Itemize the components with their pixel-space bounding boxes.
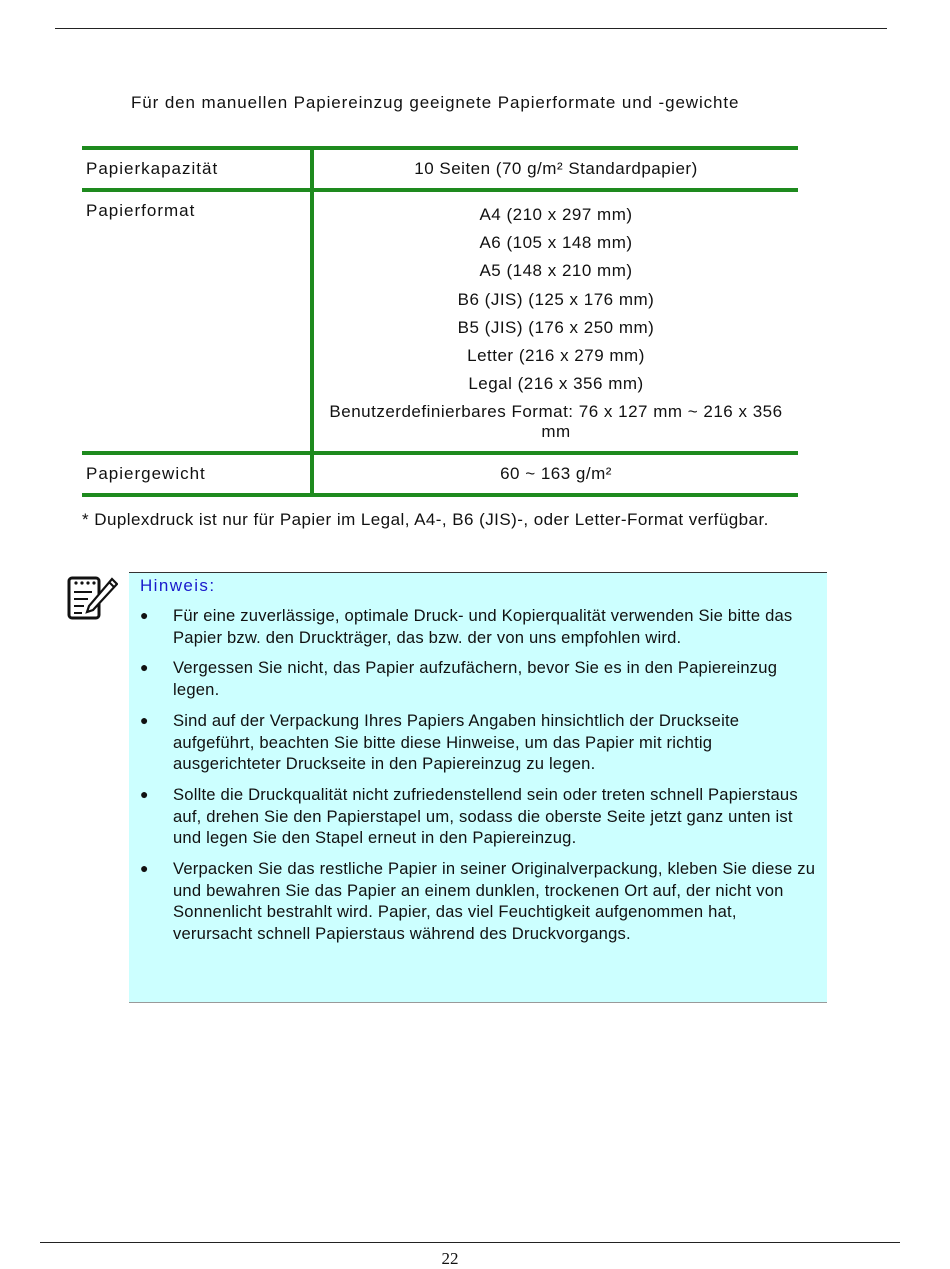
list-item — [129, 784, 827, 849]
page-number: 22 — [441, 1249, 459, 1268]
duplex-footnote: * Duplexdruck ist nur für Papier im Legal, A4-, B6 (JIS)-, oder Letter-Format verfügbar. — [82, 510, 769, 529]
format-item: A4 (210 x 297 mm) — [479, 205, 633, 224]
paper-spec-table — [82, 146, 798, 497]
capacity-label: Papierkapazität — [82, 148, 312, 190]
list-item — [129, 710, 827, 775]
list-item — [129, 657, 827, 700]
note-text: Sollte die Druckqualität nicht zufriedenstellend sein oder treten schnell Papierstaus auf, drehen Sie den Papierstapel um, sodass die oberste Seite jetzt ganz unten ist und legen Sie den Stapel erneut in den Papiereinzug. — [173, 784, 798, 848]
bullet-icon: ● — [140, 785, 149, 802]
list-item — [129, 858, 827, 945]
table-row — [82, 453, 798, 495]
bullet-icon: ● — [140, 860, 149, 877]
note-text: Sind auf der Verpackung Ihres Papiers Angaben hinsichtlich der Druckseite aufgeführt, beachten Sie bitte diese Hinweise, um das Papier mit richtig ausgerichteter Druckseite in den Papiereinzug zu legen. — [173, 710, 740, 774]
weight-value: 60 ~ 163 g/m² — [500, 464, 612, 484]
format-item: A5 (148 x 210 mm) — [479, 261, 633, 281]
format-item: Letter (216 x 279 mm) — [467, 346, 645, 366]
header-rule — [55, 28, 887, 29]
capacity-value: 10 Seiten (70 g/m² Standardpapier) — [414, 159, 698, 178]
bullet-icon: ● — [140, 607, 149, 623]
table-row — [82, 148, 798, 190]
list-item — [129, 605, 827, 648]
format-label: Papierformat — [82, 190, 312, 453]
table-row — [82, 190, 798, 453]
format-item: B5 (JIS) (176 x 250 mm) — [457, 317, 655, 337]
format-list — [312, 190, 798, 453]
note-box — [129, 572, 827, 1003]
format-item: A6 (105 x 148 mm) — [479, 233, 633, 253]
note-text: Für eine zuverlässige, optimale Druck- und Kopierqualität verwenden Sie bitte das Papier bzw. den Druckträger, das bzw. der von uns empfohlen wird. — [173, 606, 793, 647]
bullet-icon: ● — [140, 659, 149, 676]
footer-rule — [40, 1242, 900, 1243]
section-heading: Für den manuellen Papiereinzug geeignete Papierformate und -gewichte — [131, 93, 740, 112]
format-item: Benutzerdefinierbares Format: 76 x 127 mm ~ 216 x 356 mm — [329, 402, 783, 442]
note-list — [129, 605, 827, 954]
note-text: Verpacken Sie das restliche Papier in seiner Originalverpackung, kleben Sie diese zu und bewahren Sie das Papier an einem dunklen, trockenen Ort auf, der nicht von Sonnenlicht bestrahlt wird. Papier, das viel Feuchtigkeit aufgenommen hat, verursacht schnell Papierstaus während des Druckvorgangs. — [173, 859, 816, 944]
format-item: Legal (216 x 356 mm) — [468, 374, 644, 394]
weight-label: Papiergewicht — [82, 453, 312, 495]
bullet-icon: ● — [140, 711, 149, 728]
notepad-pencil-icon — [66, 575, 118, 623]
format-item: B6 (JIS) (125 x 176 mm) — [457, 289, 655, 309]
note-text: Vergessen Sie nicht, das Papier aufzufächern, bevor Sie es in den Papiereinzug legen. — [173, 658, 778, 700]
note-title: Hinweis: — [140, 576, 216, 595]
